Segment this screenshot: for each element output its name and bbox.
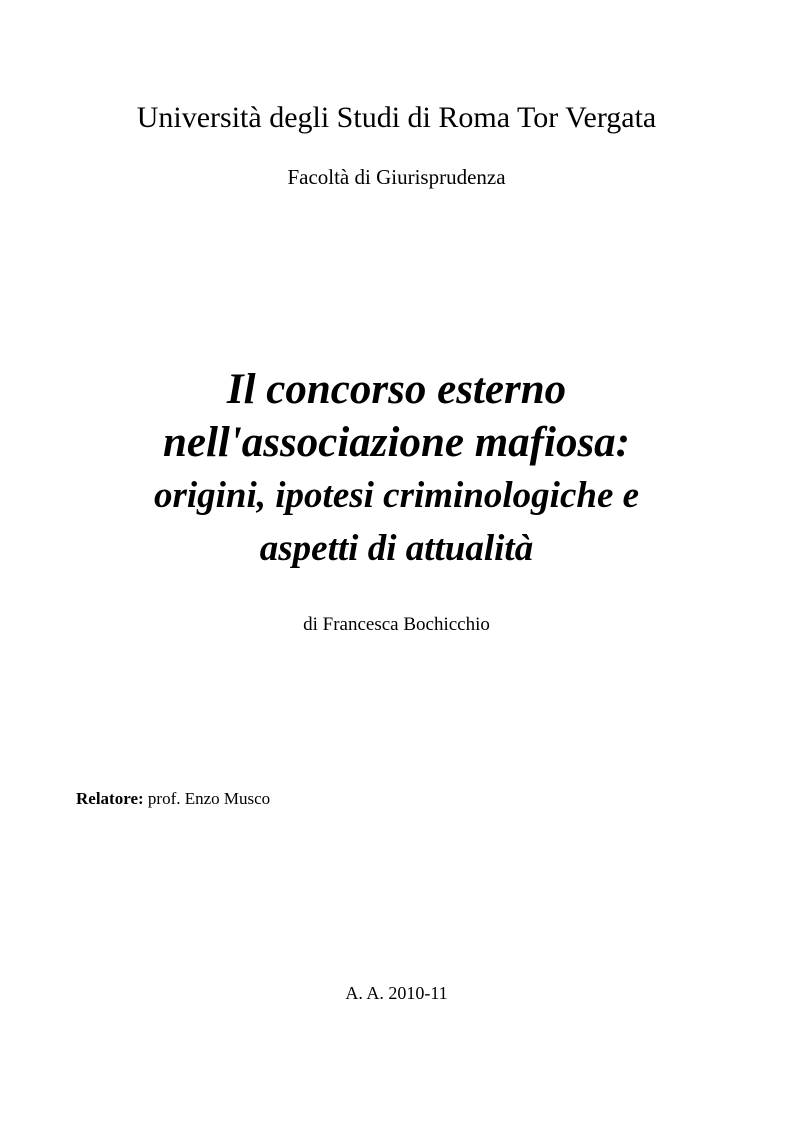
university-name: Università degli Studi di Roma Tor Vergata xyxy=(136,101,657,134)
academic-year: A. A. 2010-11 xyxy=(345,983,448,1003)
title-line-1: Il concorso esterno xyxy=(226,366,567,413)
thesis-author: di Francesca Bochicchio xyxy=(303,614,490,635)
faculty-name: Facoltà di Giurisprudenza xyxy=(287,165,506,189)
title-line-3: origini, ipotesi criminologiche e xyxy=(153,475,640,516)
title-line-4: aspetti di attualità xyxy=(259,528,534,569)
supervisor-label: Relatore: xyxy=(76,789,144,808)
title-line-2: nell'associazione mafiosa: xyxy=(162,419,631,466)
thesis-title xyxy=(0,363,793,575)
supervisor-name: prof. Enzo Musco xyxy=(143,789,271,808)
supervisor-line xyxy=(76,786,270,812)
